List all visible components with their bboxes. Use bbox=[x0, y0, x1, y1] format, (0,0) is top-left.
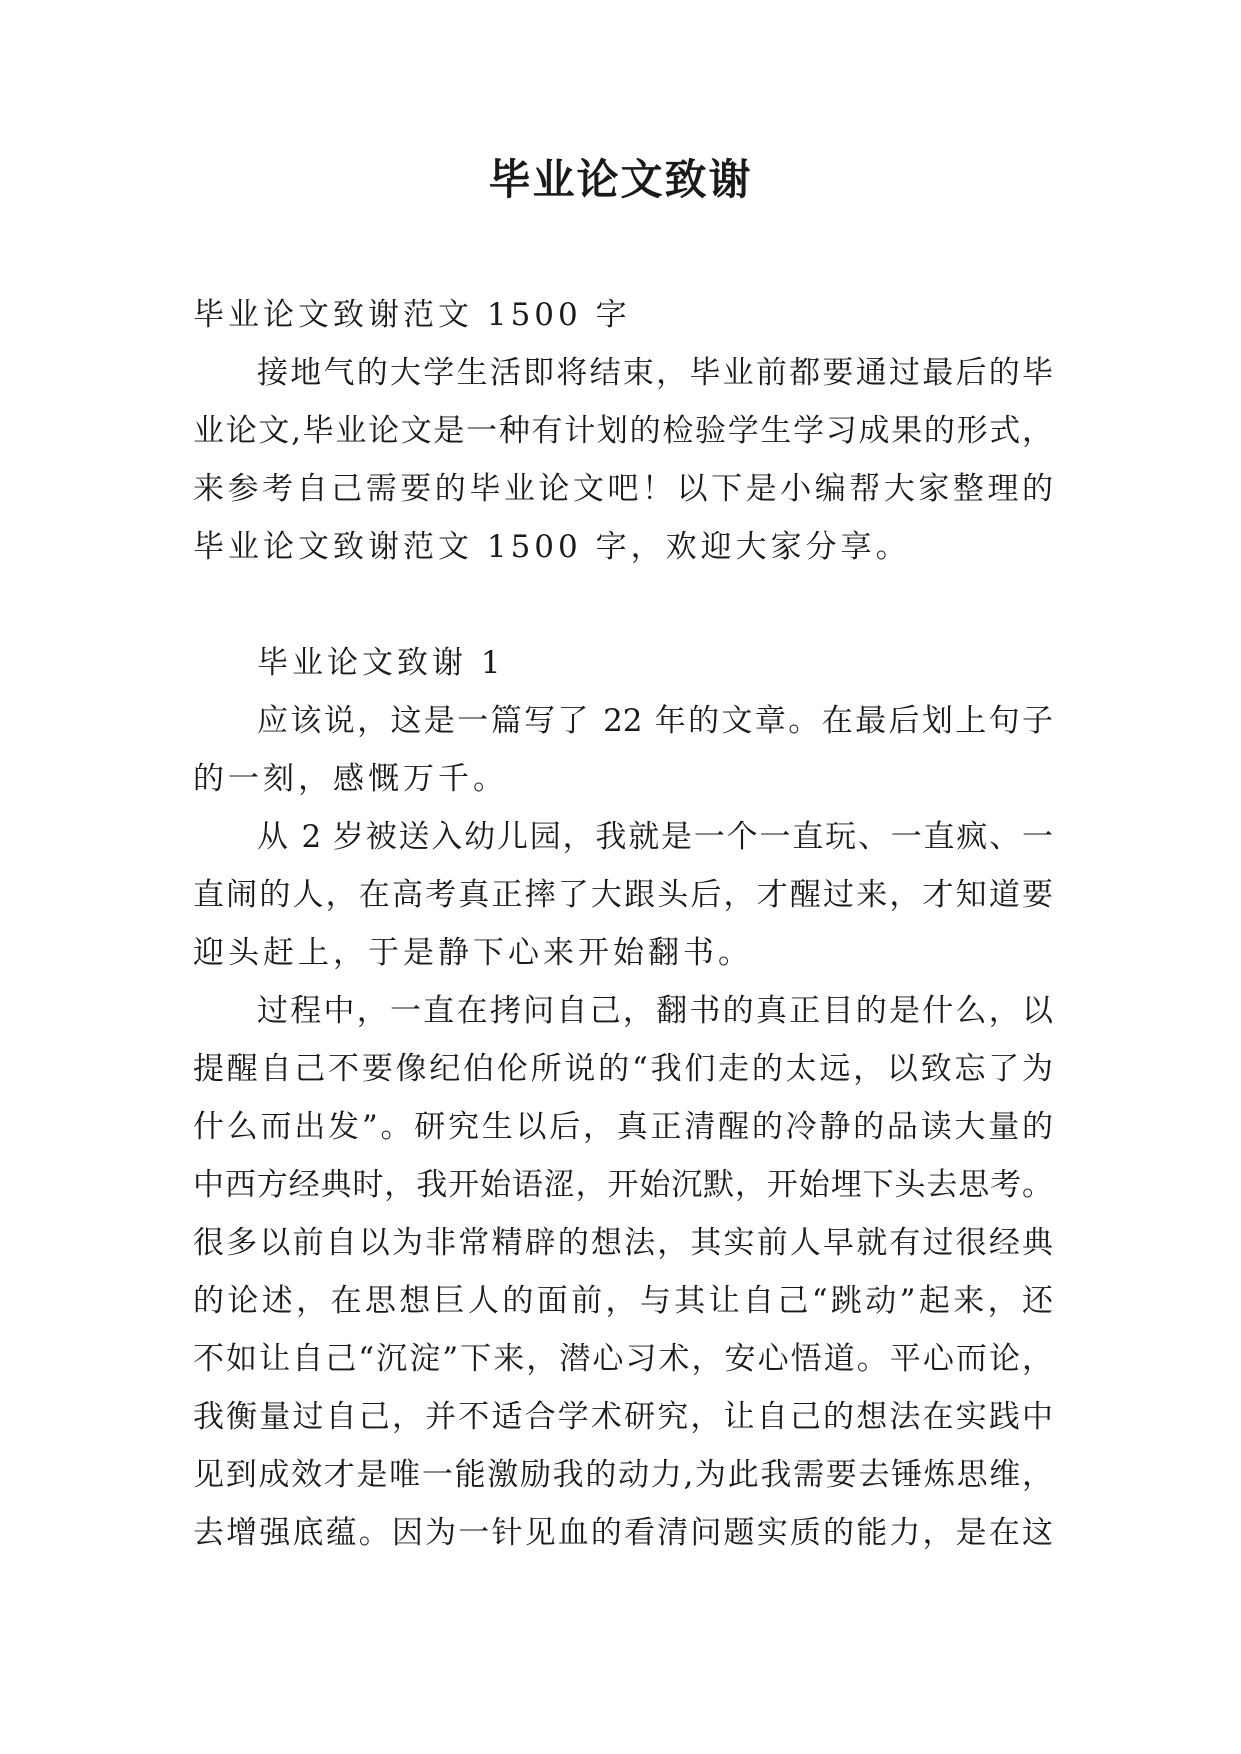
text-line: 接地气的大学生活即将结束，毕业前都要通过最后的毕 bbox=[257, 355, 1053, 391]
text-line: 业论文,毕业论文是一种有计划的检验学生学习成果的形式， bbox=[193, 413, 1053, 449]
text-line: 我衡量过自己，并不适合学术研究，让自己的想法在实践中 bbox=[193, 1399, 1053, 1435]
text-line: 过程中，一直在拷问自己，翻书的真正目的是什么，以 bbox=[257, 993, 1053, 1029]
text-line: 的论述，在思想巨人的面前，与其让自己“跳动”起来，还 bbox=[193, 1283, 1053, 1319]
text-line: 的一刻，感慨万千。 bbox=[193, 761, 508, 797]
text-line: 去增强底蕴。因为一针见血的看清问题实质的能力，是在这 bbox=[193, 1515, 1053, 1551]
text-line: 应该说，这是一篇写了 22 年的文章。在最后划上句子 bbox=[257, 703, 1053, 739]
text-line: 很多以前自以为非常精辟的想法，其实前人早就有过很经典 bbox=[193, 1225, 1053, 1261]
paragraph-2 bbox=[193, 808, 1053, 982]
paragraph-3 bbox=[193, 982, 1053, 1562]
text-line: 见到成效才是唯一能激励我的动力,为此我需要去锤炼思维， bbox=[193, 1457, 1053, 1493]
paragraph-gap bbox=[193, 576, 1053, 634]
intro-paragraph bbox=[193, 344, 1053, 576]
text-line: 什么而出发”。研究生以后，真正清醒的冷静的品读大量的 bbox=[193, 1109, 1053, 1145]
text-line: 毕业论文致谢范文 1500 字，欢迎大家分享。 bbox=[193, 529, 911, 565]
text-line: 迎头赶上，于是静下心来开始翻书。 bbox=[193, 935, 753, 971]
text-line: 从 2 岁被送入幼儿园，我就是一个一直玩、一直疯、一 bbox=[257, 819, 1053, 855]
document-subtitle: 毕业论文致谢范文 1500 字 bbox=[193, 297, 631, 333]
paragraph-1 bbox=[193, 692, 1053, 808]
document-body bbox=[193, 286, 1053, 1562]
text-line: 直闹的人，在高考真正摔了大跟头后，才醒过来，才知道要 bbox=[193, 877, 1053, 913]
section-heading: 毕业论文致谢 1 bbox=[257, 645, 505, 681]
text-line: 不如让自己“沉淀”下来，潜心习术，安心悟道。平心而论， bbox=[193, 1341, 1053, 1377]
text-line: 中西方经典时，我开始语涩，开始沉默，开始埋下头去思考。 bbox=[193, 1167, 1053, 1203]
text-line: 提醒自己不要像纪伯伦所说的“我们走的太远，以致忘了为 bbox=[193, 1051, 1053, 1087]
text-line: 来参考自己需要的毕业论文吧！以下是小编帮大家整理的 bbox=[193, 471, 1053, 507]
document-title: 毕业论文致谢 bbox=[488, 155, 753, 204]
